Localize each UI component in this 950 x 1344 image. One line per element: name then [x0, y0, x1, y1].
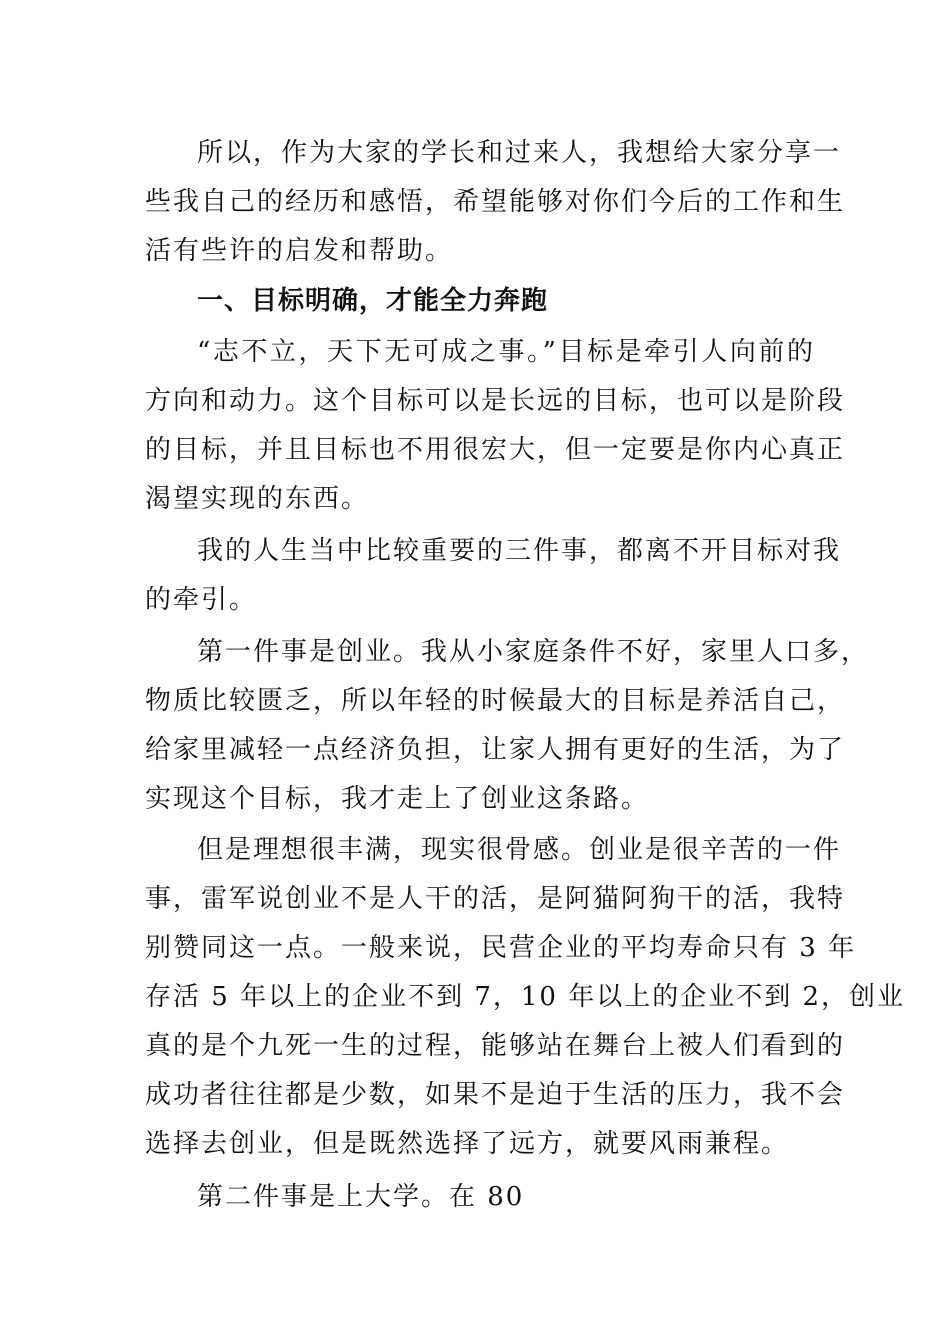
paragraph-5-line-4: 存活 5 年以上的企业不到 7，10 年以上的企业不到 2，创业	[145, 982, 906, 1012]
paragraph-1-line-1: 所以，作为大家的学长和过来人，我想给大家分享一	[197, 138, 842, 168]
paragraph-2-line-4: 渴望实现的东西。	[145, 484, 370, 514]
paragraph-5-line-2: 事，雷军说创业不是人干的活，是阿猫阿狗干的活，我特	[145, 884, 846, 914]
paragraph-4-line-3: 给家里减轻一点经济负担，让家人拥有更好的生活，为了	[145, 735, 846, 765]
paragraph-5-line-6: 成功者往往都是少数，如果不是迫于生活的压力，我不会	[145, 1080, 846, 1110]
paragraph-4-line-1: 第一件事是创业。我从小家庭条件不好，家里人口多，	[197, 637, 870, 667]
paragraph-4-line-4: 实现这个目标，我才走上了创业这条路。	[145, 784, 650, 814]
paragraph-2-line-3: 的目标，并且目标也不用很宏大，但一定要是你内心真正	[145, 435, 846, 465]
paragraph-5-line-1: 但是理想很丰满，现实很骨感。创业是很辛苦的一件	[197, 835, 842, 865]
paragraph-6-line-1: 第二件事是上大学。在 80	[197, 1182, 525, 1212]
paragraph-1-line-2: 些我自己的经历和感悟，希望能够对你们今后的工作和生	[145, 187, 846, 217]
paragraph-2-line-1: “志不立，天下无可成之事。”目标是牵引人向前的	[197, 337, 815, 367]
paragraph-5-line-5: 真的是个九死一生的过程，能够站在舞台上被人们看到的	[145, 1031, 846, 1061]
paragraph-5-line-7: 选择去创业，但是既然选择了远方，就要风雨兼程。	[145, 1129, 790, 1159]
paragraph-5-line-3: 别赞同这一点。一般来说，民营企业的平均寿命只有 3 年	[145, 933, 857, 963]
paragraph-3-line-2: 的牵引。	[145, 585, 258, 615]
paragraph-2-line-2: 方向和动力。这个目标可以是长远的目标，也可以是阶段	[145, 386, 846, 416]
paragraph-4-line-2: 物质比较匮乏，所以年轻的时候最大的目标是养活自己，	[145, 686, 846, 716]
paragraph-3-line-1: 我的人生当中比较重要的三件事，都离不开目标对我	[197, 536, 842, 566]
paragraph-1-line-3: 活有些许的启发和帮助。	[145, 236, 454, 266]
section-heading: 一、目标明确，才能全力奔跑	[197, 286, 549, 316]
